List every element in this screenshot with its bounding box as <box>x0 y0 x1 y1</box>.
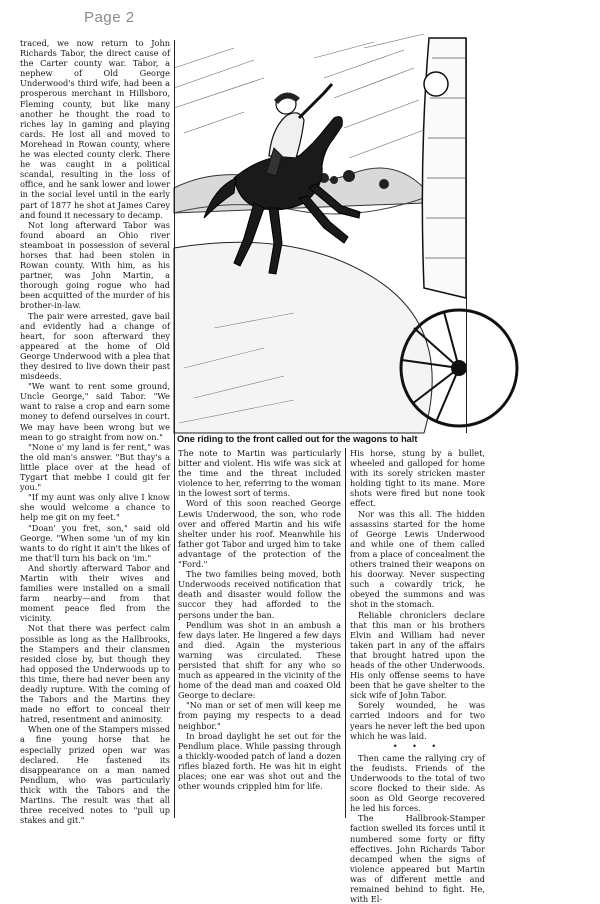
illustration-caption: One riding to the front called out for the wagons to halt <box>177 434 418 444</box>
paragraph: Word of this soon reached George Lewis Underwood, the son, who rode over and offered Martin and his wife shelter under his roof. Meanwhile his father got Tabor and urged him to take advantage of the protection of the "Ford." <box>178 498 341 570</box>
paragraph: The two families being moved, both Underwoods received notification that death and disaster would follow the succor they had afforded to the persons under the ban. <box>178 569 341 620</box>
page-label: Page 2 <box>84 9 135 26</box>
paragraph: traced, we now return to John Richards Tabor, the direct cause of the Carter county war. Tabor, a nephew of Old George Underwood's third wife, had been a prosperous merchant in Hillsboro, Fleming county, but like many another he thought the road to riches lay in gaming and playing cards. He lost all and moved to Morehead in Rowan county, where he was elected county clerk. There he was caught in a political scandal, resulting in the loss of office, and he sank lower and lower in the social level until in the early part of 1877 he shot at James Carey and found it necessary to decamp. <box>20 38 170 220</box>
paragraph: His horse, stung by a bullet, wheeled and galloped for home with its sorely stricken master holding tight to its mane. More shots were fired but none took effect. <box>350 448 485 509</box>
paragraph: The Hallbrook-Stamper faction swelled its forces until it numbered some forty or fifty effectives. John Richards Tabor decamped when the signs of violence appeared but Martin was of different mettle and remained behind to fight. He, with El- <box>350 813 485 904</box>
section-divider: • • • <box>392 741 443 751</box>
paragraph: Sorely wounded, he was carried indoors and for two years he never left the bed upon which he was laid. <box>350 700 485 741</box>
paragraph: "If my aunt was only alive I know she would welcome a chance to help me git on my feet." <box>20 492 170 523</box>
paragraph: The note to Martin was particularly bitter and violent. His wife was sick at the time and the threat included violence to her, referring to the woman in the lowest sort of terms. <box>178 448 341 499</box>
paragraph: Reliable chroniclers declare that this man or his brothers Elvin and William had never taken part in any of the affairs that brought hatred upon the heads of the other Underwoods. His only offense seems to have been that he gave shelter to the sick wife of John Tabor. <box>350 609 485 701</box>
paragraph: Pendlum was shot in an ambush a few days later. He lingered a few days and died. Again the mysterious warning was circulated. These persisted that shift for any who so much as appeared in the vicinity of the home of the dead man and coaxed Old George to declare: <box>178 619 341 701</box>
paragraph: Not long afterward Tabor was found aboard an Ohio river steamboat in possession of several horses that had been stolen in Rowan county. With him, as his partner, was John Martin, a thorough going rogue who had been acquitted of the murder of his brother-in-law. <box>20 219 170 311</box>
paragraph: "We want to rent some ground, Uncle George," said Tabor. "We want to raise a crop and earn some money to defend ourselves in court. We may have been wrong but we mean to go straight from now on." <box>20 381 170 442</box>
paragraph: In broad daylight he set out for the Pendlum place. While passing through a thickly-wooded patch of land a dozen rifles blazed forth. He was hit in eight places; one ear was shot out and the other wounds crippled him for life. <box>178 730 341 792</box>
paragraph: The pair were arrested, gave bail and evidently had a change of heart, for soon afterward they appeared at the home of Old George Underwood with a plea that they desired to live down their past misdeeds. <box>20 310 170 382</box>
horseman-illustration <box>174 38 466 433</box>
paragraph: When one of the Stampers missed a fine young horse that he especially prized open war was declared. He fastened its disappearance on a man named Pendlum, who was particularly thick with the Tabors and the Martins. The result was that all three received notes to "pull up stakes and git." <box>20 724 170 826</box>
paragraph: Then came the rallying cry of the feudists. Friends of the Underwoods to the total of two score flocked to their side. As soon as Old George recovered he led his forces. <box>350 752 485 814</box>
paragraph: And shortly afterward Tabor and Martin with their wives and families were installed on a small farm nearby—and from that moment peace fled from the vicinity. <box>20 562 170 624</box>
article-column-3 <box>350 448 485 904</box>
paragraph: "Doan' you fret, son," said old George. "When some 'un of my kin wants to do right it ain't the likes of me that'll turn his back on 'im." <box>20 522 170 563</box>
article-column-2 <box>178 448 341 818</box>
column-rule <box>345 448 346 818</box>
illustration-border-right <box>466 38 467 433</box>
paragraph: Nor was this all. The hidden assassins started for the home of George Lewis Underwood and while one of them called from a place of concealment the others trained their weapons on his doorway. Never suspecting such a cowardly trick, he obeyed the summons and was shot in the stomach. <box>350 508 485 610</box>
illustration-drawing <box>174 38 466 433</box>
paragraph: "None o' my land is fer rent," was the old man's answer. "But thay's a little place over at the head of Tygart that mebbe I could git fer you." <box>20 441 170 493</box>
paragraph: Not that there was perfect calm possible as long as the Hallbrooks, the Stampers and their clansmen resided close by, but though they had opposed the Underwoods up to this time, there had never been any deadly rupture. With the coming of the Tabors and the Martins they made no effort to conceal their hatred, resentment and animosity. <box>20 623 170 725</box>
article-column-1 <box>20 38 170 826</box>
column-rule <box>174 40 175 818</box>
paragraph: "No man or set of men will keep me from paying my respects to a dead neighbor." <box>178 700 341 731</box>
